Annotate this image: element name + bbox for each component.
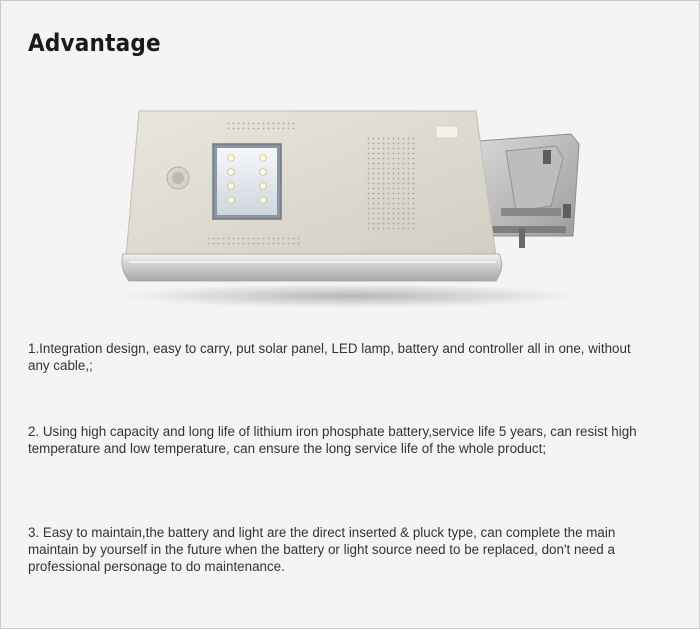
advantage-paragraph-2: 2. Using high capacity and long life of lithium iron phosphate battery,service life 5 years, can resist high temperature and low temperature, can ensure the long service life of the whole product; bbox=[28, 424, 637, 456]
solar-street-light-image bbox=[111, 96, 591, 311]
led-module bbox=[213, 144, 281, 219]
motion-sensor bbox=[167, 167, 189, 189]
mounting-bracket bbox=[479, 134, 579, 248]
advantage-paragraph-3: 3. Easy to maintain,the battery and light are the direct inserted & pluck type, can complete the main maintain by yourself in the future when the battery or light source need to be replaced, don't need a professional personage to do maintenance. bbox=[28, 525, 616, 574]
advantage-paragraph-1: 1.Integration design, easy to carry, put solar panel, LED lamp, battery and controller all in one, without any cable,; bbox=[28, 341, 631, 373]
shadow-shape bbox=[121, 284, 581, 308]
lamp-front-edge bbox=[122, 254, 502, 281]
section-title: Advantage bbox=[28, 29, 161, 57]
